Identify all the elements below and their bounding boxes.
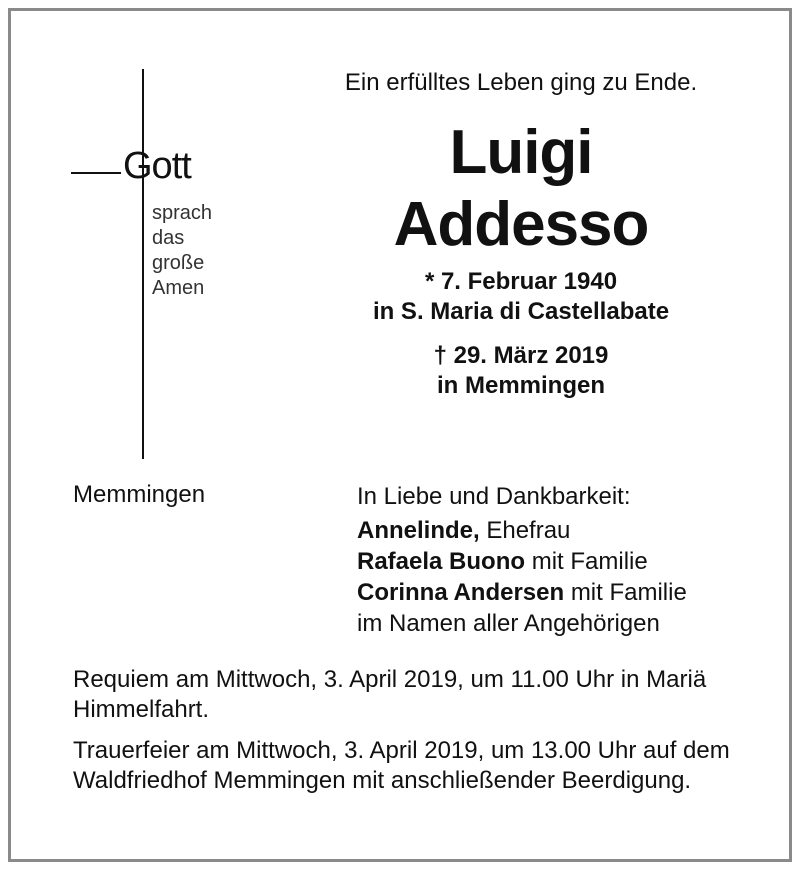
death-date: † 29. März 2019	[433, 342, 609, 369]
mourner-relation: mit Familie	[531, 548, 648, 575]
poem-line: Amen	[152, 277, 205, 299]
death-place: in Memmingen	[436, 372, 605, 399]
deceased-last-name: Addesso	[393, 190, 649, 259]
cross-vertical-bar	[142, 69, 144, 459]
emblem-word: Gott	[123, 145, 191, 187]
relatives-line: im Namen aller Angehörigen	[357, 610, 660, 637]
location-text: Memmingen	[73, 481, 206, 508]
mourner-line	[357, 577, 687, 608]
deceased-first-name: Luigi	[449, 118, 593, 187]
cross-horizontal-bar	[71, 172, 121, 174]
mourner-relation: mit Familie	[570, 579, 687, 606]
requiem-paragraph: Requiem am Mittwoch, 3. April 2019, um 11.00 Uhr in Mariä Himmelfahrt.	[73, 666, 707, 723]
poem-line: das	[152, 227, 185, 249]
thanks-heading: In Liebe und Dankbarkeit:	[357, 483, 631, 510]
mourner-line	[357, 546, 648, 577]
intro-text: Ein erfülltes Leben ging zu Ende.	[344, 69, 698, 96]
poem-line: große	[152, 252, 205, 274]
mourner-name: Rafaela Buono	[357, 548, 526, 575]
birth-date: * 7. Februar 1940	[424, 268, 618, 295]
notice-frame	[8, 8, 792, 862]
emblem-poem	[152, 201, 212, 301]
mourner-name: Corinna Andersen	[357, 579, 565, 606]
mourner-relation: Ehefrau	[486, 517, 571, 544]
mourner-line	[357, 515, 570, 546]
birth-place: in S. Maria di Castellabate	[372, 298, 670, 325]
funeral-paragraph: Trauerfeier am Mittwoch, 3. April 2019, um 13.00 Uhr auf dem Waldfriedhof Memmingen mit anschließender Beerdigung.	[73, 737, 730, 794]
mourner-name: Annelinde,	[357, 517, 480, 544]
poem-line: sprach	[152, 202, 213, 224]
